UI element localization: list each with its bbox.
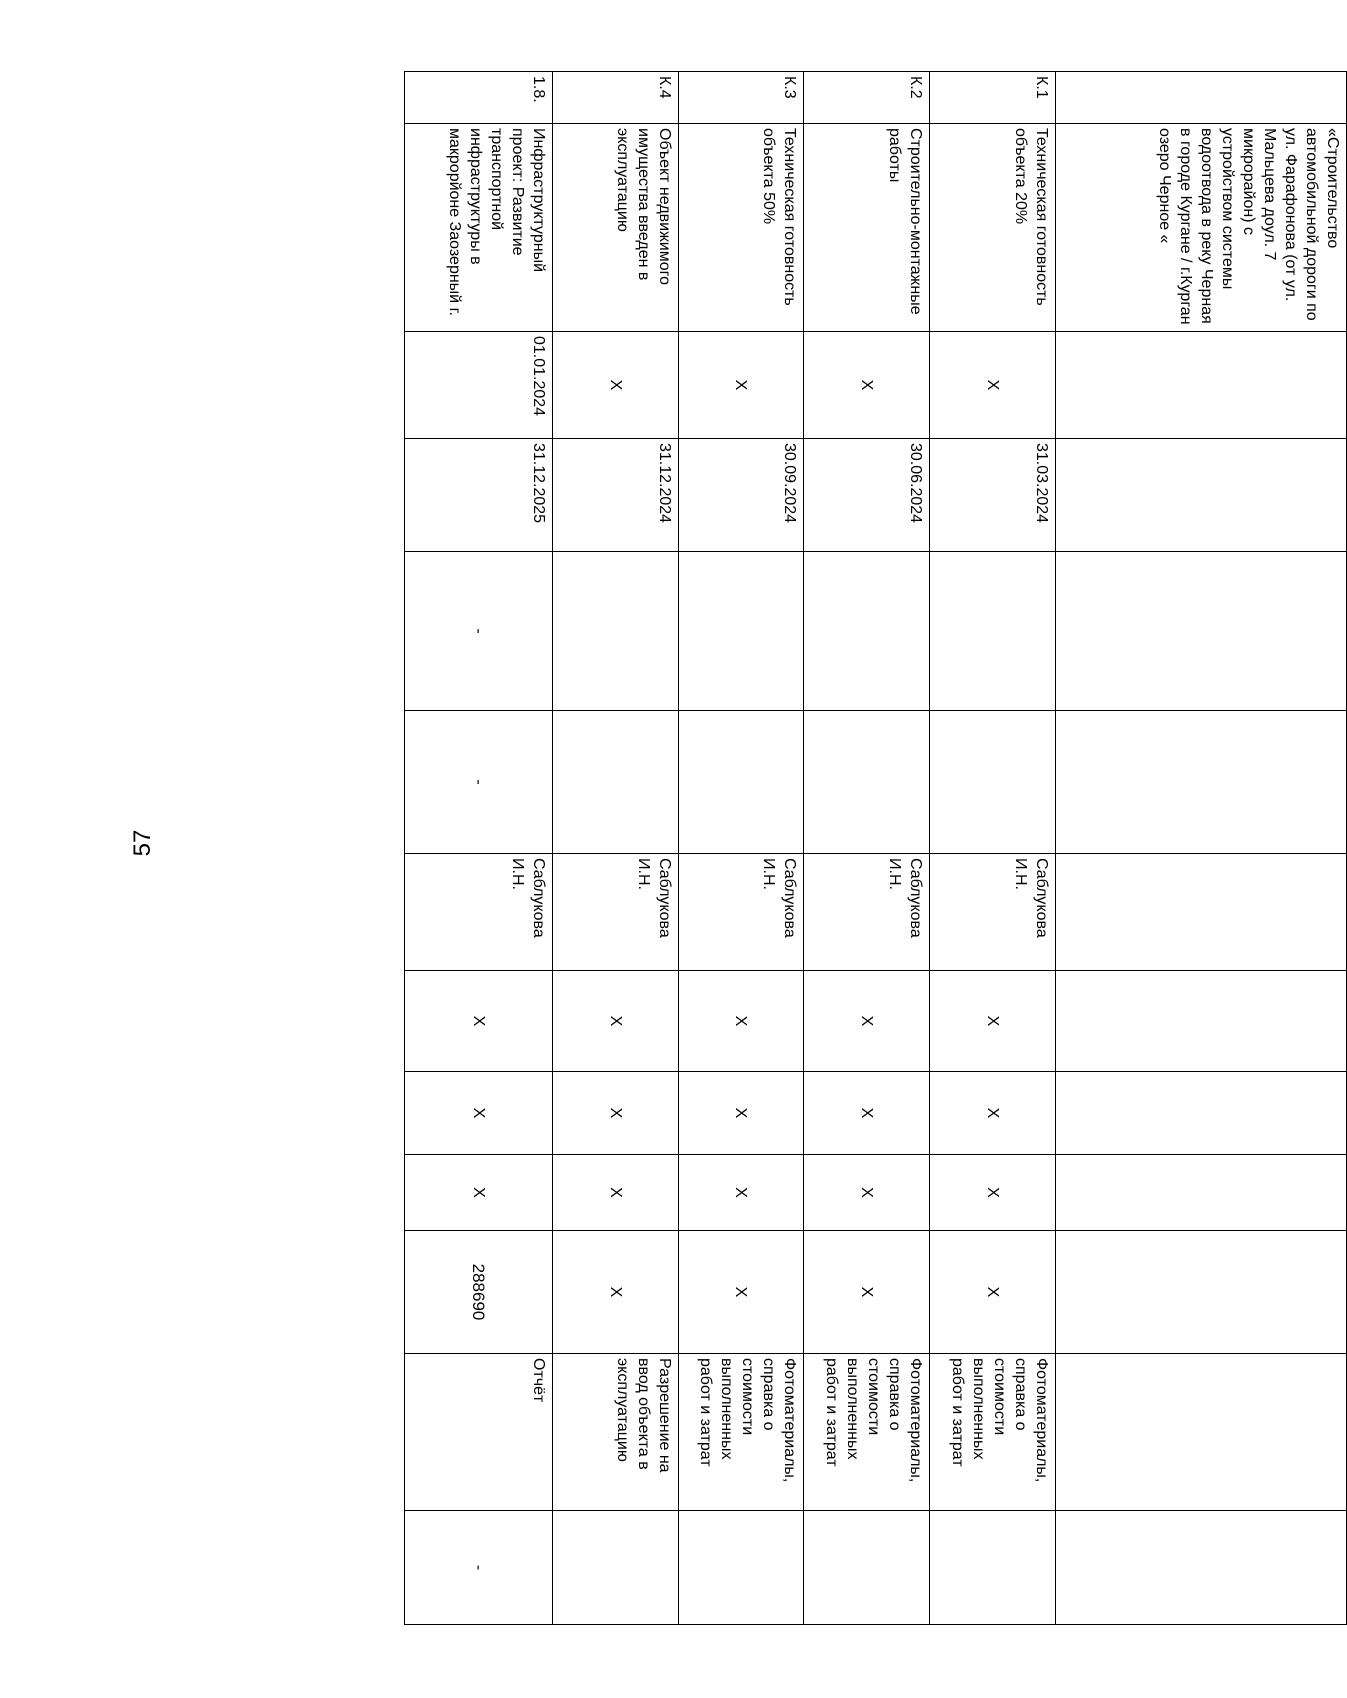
row-document: Разрешение на ввод объекта в эксплуатацию (552, 1354, 678, 1511)
row-document: Отчёт (405, 1354, 553, 1511)
row-col11: X (930, 1231, 1056, 1354)
row-col13 (552, 1511, 678, 1625)
row-name: Инфраструктурный проект: Развитие транспортной инфраструктуры в макрорйоне Заозерный г. (405, 124, 553, 332)
row-end-date: 30.06.2024 (804, 439, 930, 552)
row-col11: X (678, 1231, 804, 1354)
row-responsible: Саблукова И.Н. (552, 854, 678, 971)
row-col8 (1056, 971, 1347, 1072)
row-code (1056, 72, 1347, 124)
row-end-date: 31.12.2025 (405, 439, 553, 552)
row-document: Фотоматериалы, справка о стоимости выполненных работ и затрат (930, 1354, 1056, 1511)
row-col10: X (804, 1155, 930, 1231)
row-col13: - (405, 1511, 553, 1625)
row-col10: X (930, 1155, 1056, 1231)
row-responsible: Саблукова И.Н. (930, 854, 1056, 971)
row-col5: - (405, 552, 553, 711)
row-col10: X (405, 1155, 553, 1231)
row-col9: X (405, 1072, 553, 1155)
table-row (552, 72, 678, 1625)
row-col11: X (804, 1231, 930, 1354)
row-col9: X (552, 1072, 678, 1155)
row-col13 (804, 1511, 930, 1625)
row-start-date: X (930, 332, 1056, 439)
row-end-date: 30.09.2024 (678, 439, 804, 552)
rotated-table-wrapper (0, 71, 1347, 1571)
row-responsible: Саблукова И.Н. (678, 854, 804, 971)
row-col9: X (804, 1072, 930, 1155)
row-col8: X (930, 971, 1056, 1072)
row-document: Фотоматериалы, справка о стоимости выполненных работ и затрат (678, 1354, 804, 1511)
row-code: К.2 (804, 72, 930, 124)
row-col6 (804, 711, 930, 854)
row-responsible: Саблукова И.Н. (804, 854, 930, 971)
row-col10: X (678, 1155, 804, 1231)
table-row (930, 72, 1056, 1625)
row-start-date: X (552, 332, 678, 439)
row-start-date (1056, 332, 1347, 439)
row-responsible: Саблукова И.Н. (405, 854, 553, 971)
row-col6 (930, 711, 1056, 854)
row-document (1056, 1354, 1347, 1511)
row-start-date: X (804, 332, 930, 439)
row-col5 (552, 552, 678, 711)
row-col9: X (678, 1072, 804, 1155)
row-col6 (552, 711, 678, 854)
row-name: Строительно-монтажные работы (804, 124, 930, 332)
row-col8: X (804, 971, 930, 1072)
row-col10: X (552, 1155, 678, 1231)
row-col5 (804, 552, 930, 711)
row-start-date: X (678, 332, 804, 439)
row-end-date: 31.03.2024 (930, 439, 1056, 552)
row-start-date: 01.01.2024 (405, 332, 553, 439)
row-col9: X (930, 1072, 1056, 1155)
row-col11: X (552, 1231, 678, 1354)
row-name: Техническая готовность объекта 50% (678, 124, 804, 332)
row-col5 (1056, 552, 1347, 711)
row-col5 (930, 552, 1056, 711)
row-code: К.3 (678, 72, 804, 124)
row-col13 (1056, 1511, 1347, 1625)
row-col9 (1056, 1072, 1347, 1155)
row-code: 1.8. (405, 72, 553, 124)
table-row (678, 72, 804, 1625)
row-responsible (1056, 854, 1347, 971)
plan-table (404, 71, 1347, 1625)
row-col6 (1056, 711, 1347, 854)
page-number: 57 (129, 829, 156, 857)
row-col11: 288690 (405, 1231, 553, 1354)
row-col8: X (678, 971, 804, 1072)
row-col13 (930, 1511, 1056, 1625)
row-col8: X (552, 971, 678, 1072)
row-col13 (678, 1511, 804, 1625)
row-col6 (678, 711, 804, 854)
row-code: К.1 (930, 72, 1056, 124)
row-code: К.4 (552, 72, 678, 124)
table-row (1056, 72, 1347, 1625)
row-col6: - (405, 711, 553, 854)
row-name: Техническая готовность объекта 20% (930, 124, 1056, 332)
row-end-date (1056, 439, 1347, 552)
row-name: «Строительство автомобильной дороги по ул. Фарафонова (от ул. Мальцева доул. 7 микрорайон) с устройством системы водоотвода в реку Черная в городе Кургане / г.Курган озеро Черное « (1056, 124, 1347, 332)
row-col5 (678, 552, 804, 711)
row-end-date: 31.12.2024 (552, 439, 678, 552)
row-name: Объект недвижимого имущества введен в эксплуатацию (552, 124, 678, 332)
row-col10 (1056, 1155, 1347, 1231)
table-row (804, 72, 930, 1625)
row-col11 (1056, 1231, 1347, 1354)
row-document: Фотоматериалы, справка о стоимости выполненных работ и затрат (804, 1354, 930, 1511)
table-row (405, 72, 553, 1625)
row-col8: X (405, 971, 553, 1072)
